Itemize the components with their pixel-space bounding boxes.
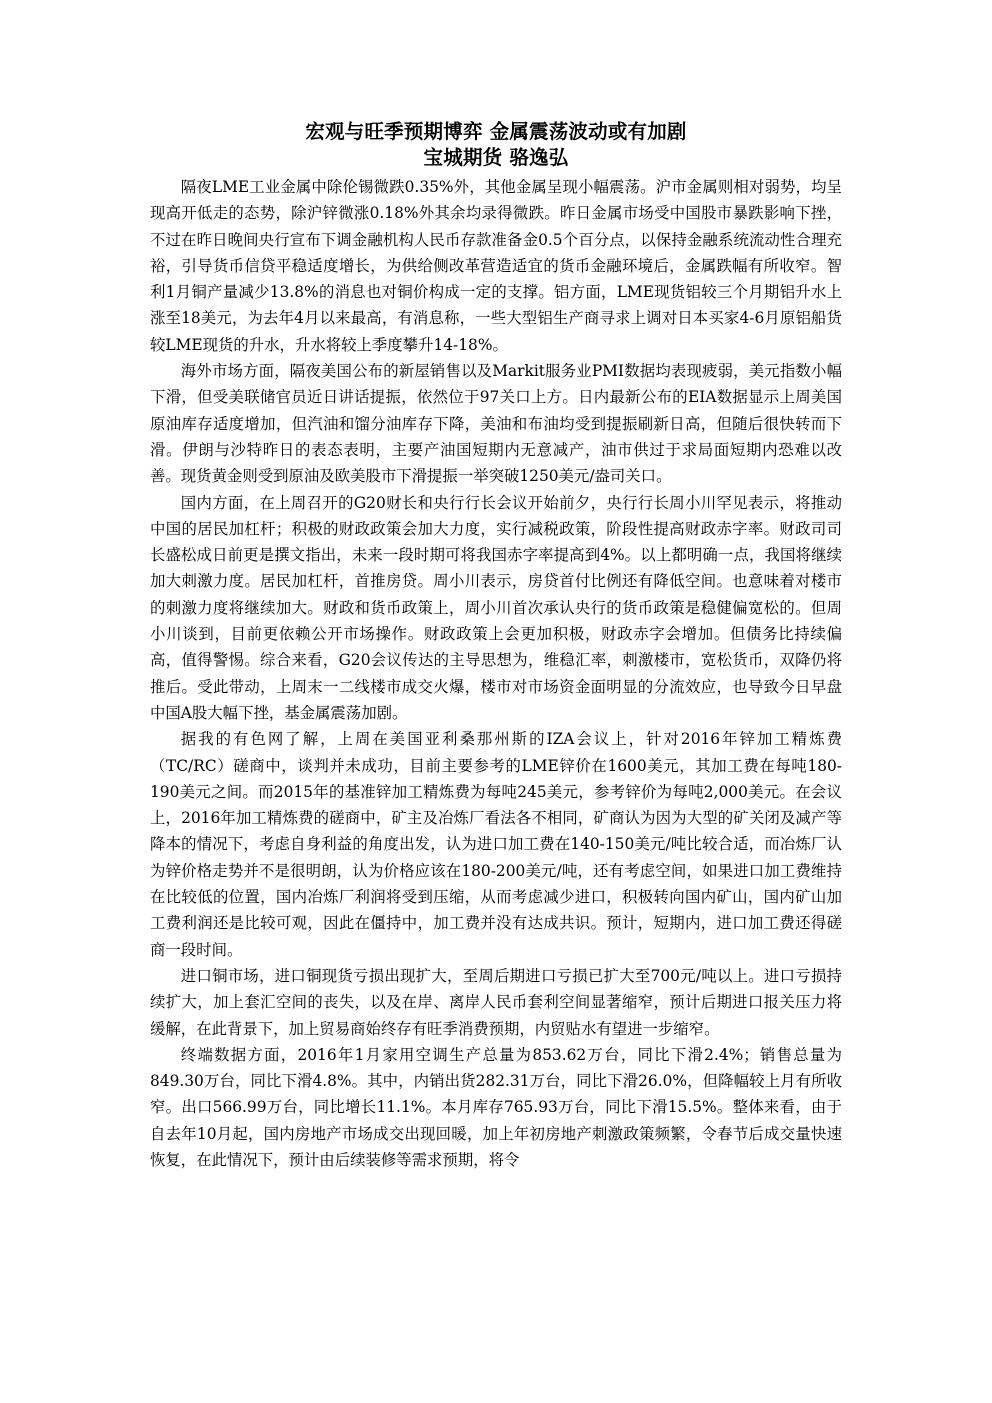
article-title: 宏观与旺季预期博弈 金属震荡波动或有加剧 [305,120,687,143]
article-body [150,174,842,1173]
paragraph-overnight-metals: 隔夜LME工业金属中除伦锡微跌0.35%外，其他金属呈现小幅震荡。沪市金属则相对弱势，均呈现高开低走的态势，除沪锌微涨0.18%外其余均录得微跌。昨日金属市场受中国股市暴跌影响下挫，不过在昨日晚间央行宣布下调金融机构人民币存款准备金0.5个百分点，以保持金融系统流动性合理充裕，引导货币信贷平稳适度增长，为供给侧改革营造适宜的货币金融环境后，金属跌幅有所收窄。智利1月铜产量减少13.8%的消息也对铜价构成一定的支撑。铝方面，LME现货铝较三个月期铝升水上涨至18美元，为去年4月以来最高，有消息称，一些大型铝生产商寻求上调对日本买家4-6月原铝船货较LME现货的升水，升水将较上季度攀升14-18%。 [150,178,842,354]
paragraph-zinc-tc-rc: 据我的有色网了解，上周在美国亚利桑那州斯的IZA会议上，针对2016年锌加工精炼费（TC/RC）磋商中，谈判并未成功，目前主要参考的LME锌价在1600美元，其加工费在每吨180-190美元之间。而2015年的基准锌加工精炼费为每吨245美元，参考锌价为每吨2,000美元。在会议上，2016年加工精炼费的磋商中，矿主及冶炼厂看法各不相同，矿商认为因为大型的矿关闭及减产等降本的情况下，考虑自身利益的角度出发，认为进口加工费在140-150美元/吨比较合适，而冶炼厂认为锌价格走势并不是很明朗，认为价格应该在180-200美元/吨，还有考虑空间，如果进口加工费维持在比较低的位置，国内冶炼厂利润将受到压缩，从而考虑减少进口，积极转向国内矿山，国内矿山加工费利润还是比较可观，因此在僵持中，加工费并没有达成共识。预计，短期内，进口加工费还得磋商一段时间。 [150,730,842,959]
paragraph-domestic-policy: 国内方面，在上周召开的G20财长和央行行长会议开始前夕，央行行长周小川罕见表示，将推动中国的居民加杠杆；积极的财政政策会加大力度，实行减税政策，阶段性提高财政赤字率。财政司司长盛松成日前更是撰文指出，未来一段时期可将我国赤字率提高到4%。以上都明确一点，我国将继续加大刺激力度。居民加杠杆，首推房贷。周小川表示，房贷首付比例还有降低空间。也意味着对楼市的刺激力度将继续加大。财政和货币政策上，周小川首次承认央行的货币政策是稳健偏宽松的。但周小川谈到，目前更依赖公开市场操作。财政政策上会更加积极，财政赤字会增加。但债务比持续偏高，值得警惕。综合来看，G20会议传达的主导思想为，维稳汇率，刺激楼市，宽松货币，双降仍将推后。受此带动，上周末一二线楼市成交火爆，楼市对市场资金面明显的分流效应，也导致今日早盘中国A股大幅下挫，基金属震荡加剧。 [150,493,842,722]
paragraph-terminal-data: 终端数据方面，2016年1月家用空调生产总量为853.62万台，同比下滑2.4%；销售总量为849.30万台，同比下滑4.8%。其中，内销出货282.31万台，同比下滑26.0%，但降幅较上月有所收窄。出口566.99万台，同比增长11.1%。本月库存765.93万台，同比下滑15.5%。整体来看，由于自去年10月起，国内房地产市场成交出现回暖，加上年初房地产刺激政策频繁，令春节后成交量快速恢复，在此情况下，预计由后续装修等需求预期，将令 [150,1045,842,1169]
paragraph-overseas-market: 海外市场方面，隔夜美国公布的新屋销售以及Markit服务业PMI数据均表现疲弱，美元指数小幅下滑，但受美联储官员近日讲话提振，依然位于97关口上方。日内最新公布的EIA数据显示上周美国原油库存适度增加，但汽油和馏分油库存下降，美油和布油均受到提振刷新日高，但随后很快转而下滑。伊朗与沙特昨日的表态表明，主要产油国短期内无意减产，油市供过于求局面短期内恐难以改善。现货黄金则受到原油及欧美股市下滑提振一举突破1250美元/盎司关口。 [150,362,842,486]
article-byline: 宝城期货 骆逸弘 [423,146,569,169]
paragraph-import-copper: 进口铜市场，进口铜现货亏损出现扩大，至周后期进口亏损已扩大至700元/吨以上。进口亏损持续扩大，加上套汇空间的丧失，以及在岸、离岸人民币套利空间显著缩窄，预计后期进口报关压力将缓解，在此背景下，加上贸易商始终存有旺季消费预期，内贸贴水有望进一步缩窄。 [150,966,842,1038]
